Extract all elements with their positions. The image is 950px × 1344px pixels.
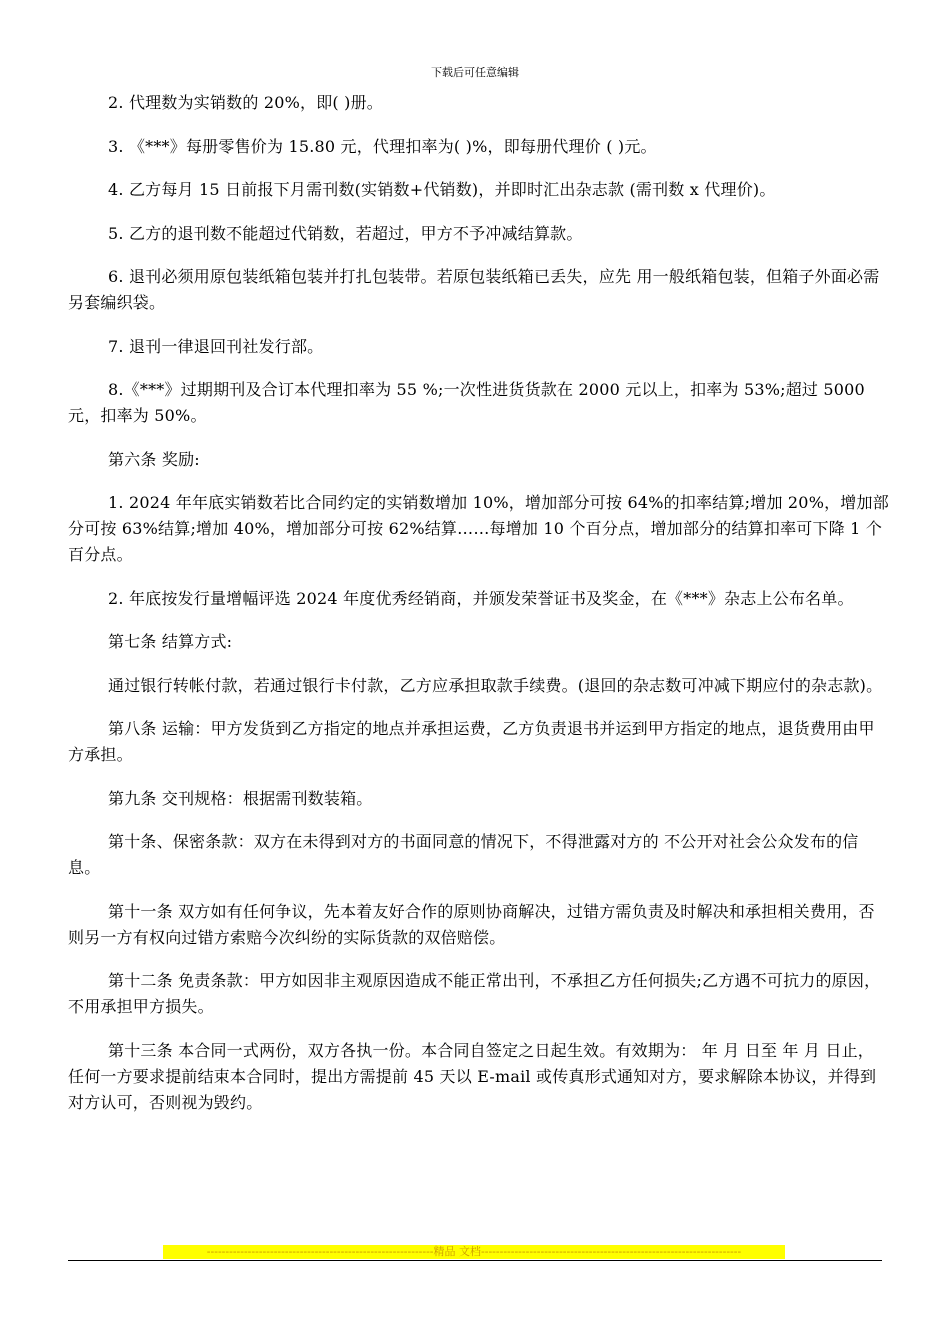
clause-paragraph: 8.《***》过期期刊及合订本代理扣率为 55 %;一次性进货货款在 2000 元以上，扣率为 53%;超过 5000 元，扣率为 50%。 — [68, 380, 865, 425]
section-heading: 第六条 奖励: — [108, 449, 200, 469]
clause-paragraph: 第九条 交刊规格：根据需刊数装箱。 — [108, 788, 373, 808]
clause-paragraph: 1. 2024 年年底实销数若比合同约定的实销数增加 10%，增加部分可按 64%的扣率结算;增加 20%，增加部分可按 63%结算;增加 40%，增加部分可按 62%结算……每增加 10 个百分点，增加部分的结算扣率可下降 1 个百分点。 — [68, 493, 889, 564]
clause-paragraph: 3. 《***》每册零售价为 15.80 元，代理扣率为( )%，即每册代理价 ( )元。 — [108, 136, 657, 156]
page-header-note: 下载后可任意编辑 — [431, 66, 519, 79]
clause-paragraph: 4. 乙方每月 15 日前报下月需刊数(实销数+代销数)，并即时汇出杂志款 (需刊数 x 代理价)。 — [108, 180, 776, 199]
clause-paragraph: 第八条 运输：甲方发货到乙方指定的地点并承担运费，乙方负责退书并运到甲方指定的地点，退货费用由甲方承担。 — [68, 719, 875, 764]
clause-paragraph: 5. 乙方的退刊数不能超过代销数，若超过，甲方不予冲减结算款。 — [108, 223, 583, 243]
clause-paragraph: 第十三条 本合同一式两份，双方各执一份。本合同自签定之日起生效。有效期为： 年 月 日至 年 月 日止，任何一方要求提前结束本合同时，提出方需提前 45 天以 E-mail 或传真形式通知对方，要求解除本协议，并得到对方认可，否则视为毁约。 — [68, 1040, 877, 1112]
clause-paragraph: 2. 代理数为实销数的 20%，即( )册。 — [108, 93, 383, 112]
document-body — [68, 90, 890, 1133]
footer-divider — [68, 1260, 882, 1261]
footer-watermark-bar: -------------------------------------------------------------精品 文档---------------------------------------------------------------------- — [163, 1245, 785, 1259]
section-heading: 第七条 结算方式: — [108, 632, 233, 651]
clause-paragraph: 通过银行转帐付款，若通过银行卡付款，乙方应承担取款手续费。(退回的杂志数可冲减下期应付的杂志款)。 — [108, 675, 883, 695]
clause-paragraph: 7. 退刊一律退回刊社发行部。 — [108, 336, 324, 356]
clause-paragraph: 6. 退刊必须用原包装纸箱包装并打扎包装带。若原包装纸箱已丢失，应先 用一般纸箱包装，但箱子外面必需另套编织袋。 — [68, 267, 880, 312]
clause-paragraph: 2. 年底按发行量增幅评选 2024 年度优秀经销商，并颁发荣誉证书及奖金，在《***》杂志上公布名单。 — [108, 588, 854, 608]
clause-paragraph: 第十一条 双方如有任何争议，先本着友好合作的原则协商解决，过错方需负责及时解决和承担相关费用，否则另一方有权向过错方索赔今次纠纷的实际货款的双倍赔偿。 — [68, 901, 875, 947]
clause-paragraph: 第十二条 免责条款：甲方如因非主观原因造成不能正常出刊，不承担乙方任何损失;乙方遇不可抗力的原因，不用承担甲方损失。 — [68, 971, 881, 1016]
clause-paragraph: 第十条、保密条款：双方在未得到对方的书面同意的情况下，不得泄露对方的 不公开对社会公众发布的信息。 — [68, 832, 859, 877]
